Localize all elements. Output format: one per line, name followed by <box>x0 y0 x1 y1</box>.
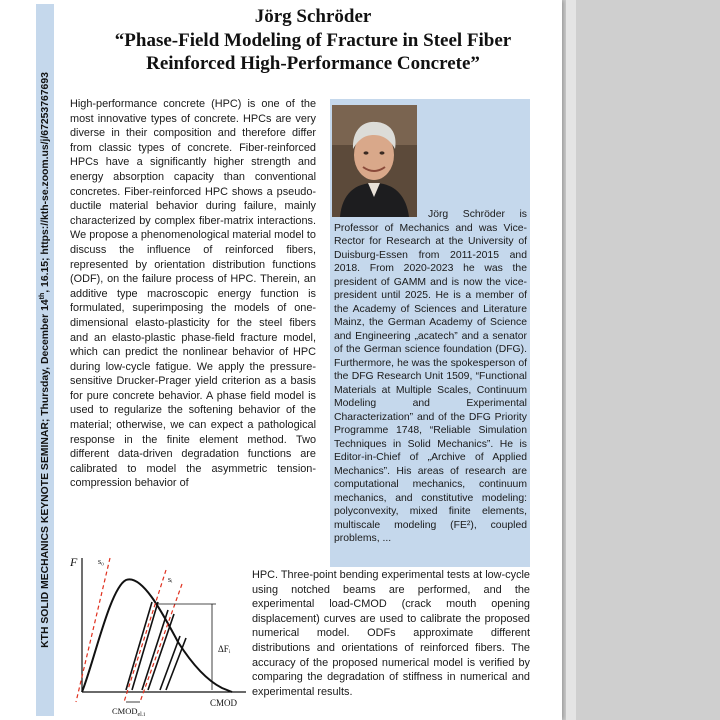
abstract-continuation <box>252 568 530 699</box>
load-cmod-figure <box>66 552 252 716</box>
y-axis-label: F <box>70 555 78 569</box>
author-name: Jörg Schröder <box>254 6 372 27</box>
s0-label: s₀ <box>98 557 104 566</box>
load-cmod-graph <box>66 552 252 716</box>
continuation-paragraph: HPC. Three-point bending experimental tests at low-cycle using notched beams are performed, and the experimental load-CMOD (crack mouth opening displacement) curves are used to calibrate the proposed numerical model. ODFs approximate different distributions and orientations of reinforced fibers. The accuracy of the proposed numerical model is verified by comparing the degradation of stiffness in numerical and experimental results. <box>252 569 530 698</box>
title-line-2: Reinforced High-Performance Concrete” <box>146 53 480 74</box>
x-axis-label: CMOD <box>210 698 238 708</box>
delta-f-label: ΔFᵢ <box>218 644 231 654</box>
abstract-text <box>70 97 316 491</box>
speaker-portrait-icon <box>332 105 417 217</box>
bio-paragraph: Jörg Schröder is Professor of Mechanics and was Vice-Rector for Research at the University of Duisburg-Essen from 2011-2015 and 2018. From 2020-2023 he was the president of GAMM and is now the vice-president until 2025. He is a member of the Academy of Sciences and Literature Mainz, the German Academy of Science and Engineering „acatech” and a senator of the German science foundation (DFG). Furthermore, he was the spokesperson of the DFG Research Unit 1509, “Functional Materials at Multiple Scales, Continuum Modeling and Experimental Characterization” and of the DFG Priority Programme 1748, “Reliable Simulation Techniques in Solid Mechanics”. He is Editor-in-Chief of „Archive of Applied Mechanics”. His areas of research are computational mechanics, continuum mechanics, and constitutive modeling: polyconvexity, mixed finite elements, multiscale modeling (FE²), coupled problems, ... <box>334 209 527 544</box>
speaker-bio <box>334 208 527 546</box>
seminar-info: KTH SOLID MECHANICS KEYNOTE SEMINAR; Thursday, December 14th, 16.15; https://kth-se.zoom.us/j/67253767693 <box>38 72 52 648</box>
speaker-photo <box>332 105 417 217</box>
title-line-1: “Phase-Field Modeling of Fracture in Steel Fiber <box>114 30 512 51</box>
cmod-el-label: $CMOD_{el,i}$ <box>112 706 146 716</box>
abstract-paragraph: High-performance concrete (HPC) is one of the most innovative types of concrete. HPCs are very diverse in their composition and therefore differ from classic types of concrete. Fiber-reinforced HPCs have a significantly higher strength and energy absorption capacity than conventional concretes. Fiber-reinforced HPC shows a pseudo-ductile material behavior during failure, mainly characterized by complex fiber-matrix interactions. We propose a phenomenological material model to discuss the influence of reinforced fibers, represented by orientation distribution functions (ODF), on the failure process of HPC. Therein, an additive type macroscopic energy function is formulated, superimposing the models of one-dimensional elasto-plasticity for the steel fibers and an elasto-plastic phase-field fracture model, which can predict the nonlinear behavior of HPC during low-cycle fatigue. We apply the pressure-sensitive Drucker-Prager yield criterion as a basis for pure concrete behavior. A phase field model is used to regularize the softening behavior of the material; otherwise, we can expect a pathological response in the finite element method. Two different data-driven degradation functions are calibrated to model the asymmetric tension-compression behavior of <box>70 98 316 490</box>
initial-stiffness-line <box>76 558 110 702</box>
talk-title <box>66 29 560 75</box>
viewer-scrollbar[interactable] <box>566 0 576 720</box>
envelope-curve <box>82 579 232 692</box>
si-label: sᵢ <box>168 575 173 584</box>
